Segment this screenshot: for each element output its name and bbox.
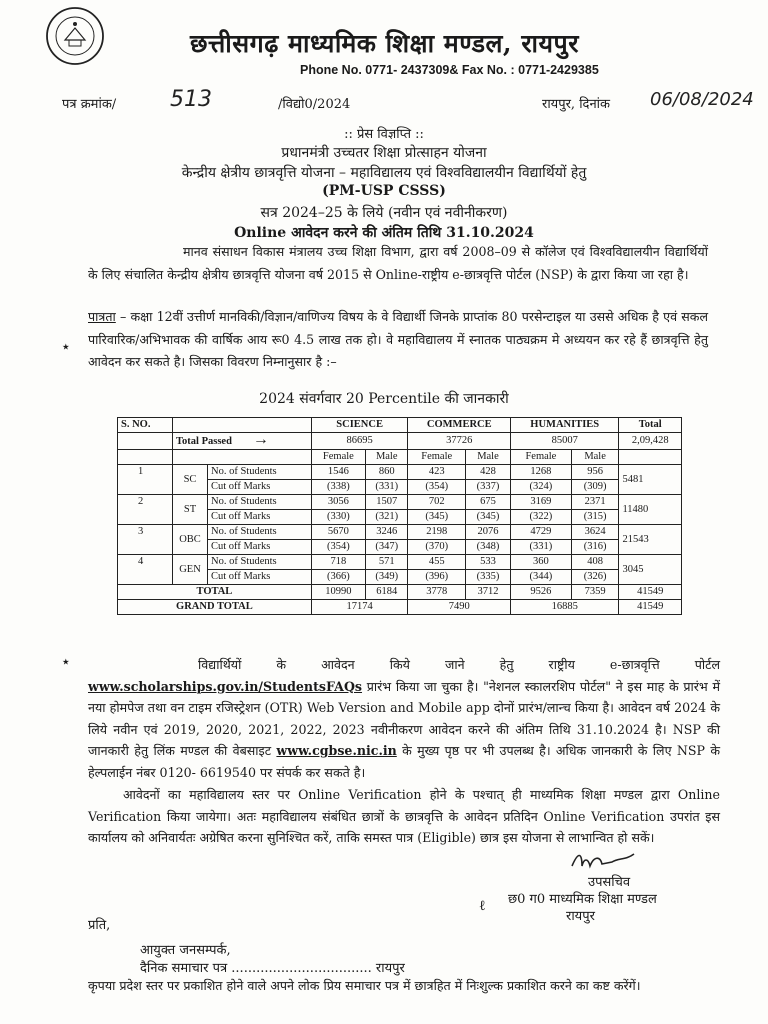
board-title: छत्तीसगढ़ माध्यमिक शिक्षा मण्डल, रायपुर bbox=[190, 29, 579, 58]
cutoff-mark: (335) bbox=[465, 570, 510, 585]
category-students-row bbox=[118, 465, 682, 480]
row-sno: 4 bbox=[118, 555, 173, 585]
table-header-row bbox=[118, 418, 682, 433]
eligibility-text: – कक्षा 12वीं उत्तीर्ण मानविकी/विज्ञान/वाणिज्य विषय के वे विद्यार्थी जिनके प्राप्तांक 80 परसेन्टाइल या उससे अधिक है एवं सकल पारिवारिक/अभिभावक की वार्षिक आय रू0 4.5 लाख तक हो। वे महाविद्यालय में स्नातक पाठ्यक्रम मे अध्ययन कर रहे हैं छात्रवृत्ति हेतु आवेदन कर सकते है। जिसका विवरण निम्नानुसार है :– bbox=[88, 309, 708, 369]
letter-date: 06/08/2024 bbox=[650, 89, 754, 110]
total-value: 7359 bbox=[571, 585, 619, 600]
cgbse-website-link[interactable]: www.cgbse.nic.in bbox=[276, 743, 397, 759]
cutoff-mark: (322) bbox=[511, 510, 572, 525]
scheme-subtitle: केन्द्रीय क्षेत्रीय छात्रवृत्ति योजना – महाविद्यालय एवं विश्वविद्यालयीन विद्यार्थियों हेतु bbox=[181, 165, 587, 181]
grand-total-value: 7490 bbox=[408, 600, 511, 615]
cutoff-mark: (370) bbox=[408, 540, 465, 555]
student-count: 4729 bbox=[511, 525, 572, 540]
stream-header: HUMANITIES bbox=[511, 418, 619, 433]
student-count: 3169 bbox=[511, 495, 572, 510]
grand-total-value: 17174 bbox=[311, 600, 408, 615]
total-value: 3712 bbox=[465, 585, 510, 600]
deadline-line: Online आवेदन करने की अंतिम तिथि 31.10.2024 bbox=[234, 225, 534, 241]
press-release-heading: :: प्रेस विज्ञप्ति :: bbox=[344, 127, 424, 142]
cutoff-mark: (315) bbox=[571, 510, 619, 525]
signatory-city: रायपुर bbox=[566, 909, 595, 924]
student-count: 2198 bbox=[408, 525, 465, 540]
cutoff-mark: (338) bbox=[311, 480, 365, 495]
total-passed-row bbox=[118, 433, 682, 450]
cutoff-mark: (326) bbox=[571, 570, 619, 585]
newspaper-line: दैनिक समाचार पत्र .................................. रायपुर bbox=[140, 961, 405, 976]
cutoff-mark: (331) bbox=[511, 540, 572, 555]
grand-total-value: 16885 bbox=[511, 600, 619, 615]
gender-row bbox=[118, 450, 682, 465]
student-count: 1268 bbox=[511, 465, 572, 480]
student-count: 718 bbox=[311, 555, 365, 570]
student-count: 3246 bbox=[365, 525, 408, 540]
eligibility-label: पात्रता bbox=[88, 309, 116, 324]
signatory-designation: उपसचिव bbox=[588, 875, 631, 890]
student-count: 3056 bbox=[311, 495, 365, 510]
letter-number-label: पत्र क्रमांक/ bbox=[62, 97, 117, 112]
cutoff-mark: (345) bbox=[465, 510, 510, 525]
student-count: 533 bbox=[465, 555, 510, 570]
verification-text: आवेदनों का महाविद्यालय स्तर पर Online Verification होने के पश्चात् ही माध्यमिक शिक्षा मण्डल द्वारा Online Verification किया जायेगा। अतः महाविद्यालय संबंधित छात्रों के छात्रवृत्ति के आवेदन प्रतिदिन Online Verification उपरांत इस कार्यालय को अनिवार्यतः अग्रेषित करना सुनिश्चित करें, ताकि समस्त पात्र (Eligible) छात्र इस योजना से लाभान्वित हो सकें। bbox=[88, 787, 720, 846]
cutoff-mark: (396) bbox=[408, 570, 465, 585]
category-students-row bbox=[118, 495, 682, 510]
verification-paragraph bbox=[88, 784, 720, 849]
student-count: 408 bbox=[571, 555, 619, 570]
student-count: 571 bbox=[365, 555, 408, 570]
student-count: 423 bbox=[408, 465, 465, 480]
scheme-name: प्रधानमंत्री उच्चतर शिक्षा प्रोत्साहन योजना bbox=[281, 145, 487, 161]
grand-total-sum: 41549 bbox=[619, 600, 682, 615]
gender-label: Male bbox=[465, 450, 510, 465]
total-value: 10990 bbox=[311, 585, 365, 600]
cutoff-mark: (321) bbox=[365, 510, 408, 525]
scheme-code: (PM-USP CSSS) bbox=[322, 183, 446, 199]
cutoff-mark: (344) bbox=[511, 570, 572, 585]
row-sno: 3 bbox=[118, 525, 173, 555]
student-count: 5670 bbox=[311, 525, 365, 540]
row-category: OBC bbox=[173, 525, 208, 555]
gender-label: Female bbox=[311, 450, 365, 465]
cutoff-mark: (337) bbox=[465, 480, 510, 495]
table-title: 2024 संवर्गवार 20 Percentile की जानकारी bbox=[259, 391, 509, 407]
cutoff-label: Cut off Marks bbox=[208, 570, 312, 585]
cutoff-mark: (349) bbox=[365, 570, 408, 585]
category-rows bbox=[118, 465, 682, 585]
cutoff-mark: (354) bbox=[311, 540, 365, 555]
cutoff-label: Cut off Marks bbox=[208, 480, 312, 495]
passed-value: 37726 bbox=[408, 433, 511, 450]
cutoff-label: Cut off Marks bbox=[208, 540, 312, 555]
row-total: 11480 bbox=[619, 495, 682, 525]
addressee: आयुक्त जनसम्पर्क, bbox=[140, 943, 231, 958]
row-total: 3045 bbox=[619, 555, 682, 585]
total-sum: 41549 bbox=[619, 585, 682, 600]
intro-text: मानव संसाधन विकास मंत्रालय उच्च शिक्षा विभाग, द्वारा वर्ष 2008–09 से कॉलेज एवं विश्वविद्यालयीन विद्यार्थियों के लिए संचालित केन्द्रीय क्षेत्रीय छात्रवृत्ति योजना वर्ष 2015 से Online-राष्ट्रीय e-छात्रवृत्ति पोर्टल (NSP) के द्वारा किया जा रहा है। bbox=[88, 244, 708, 282]
row-category: ST bbox=[173, 495, 208, 525]
cutoff-mark: (330) bbox=[311, 510, 365, 525]
scholarship-portal-link[interactable]: www.scholarships.gov.in/StudentsFAQs bbox=[88, 678, 363, 694]
student-count: 702 bbox=[408, 495, 465, 510]
row-total: 5481 bbox=[619, 465, 682, 495]
row-category: GEN bbox=[173, 555, 208, 585]
category-students-row bbox=[118, 555, 682, 570]
student-count: 1546 bbox=[311, 465, 365, 480]
students-label: No. of Students bbox=[208, 465, 312, 480]
gender-label: Male bbox=[571, 450, 619, 465]
gender-label: Female bbox=[511, 450, 572, 465]
stream-header: SCIENCE bbox=[311, 418, 408, 433]
student-count: 3624 bbox=[571, 525, 619, 540]
margin-mark-icon: ٭ bbox=[62, 339, 70, 355]
cutoff-label: Cut off Marks bbox=[208, 510, 312, 525]
row-category: SC bbox=[173, 465, 208, 495]
cutoff-mark: (345) bbox=[408, 510, 465, 525]
publication-request: कृपया प्रदेश स्तर पर प्रकाशित होने वाले अपने लोक प्रिय समाचार पत्र में छात्रहित में निःशुल्क प्रकाशित करने का कष्ट करेंगें। bbox=[88, 978, 641, 993]
student-count: 860 bbox=[365, 465, 408, 480]
margin-mark-icon: ٭ bbox=[62, 654, 70, 670]
student-count: 956 bbox=[571, 465, 619, 480]
place-date-label: रायपुर, दिनांक bbox=[542, 97, 611, 112]
student-count: 675 bbox=[465, 495, 510, 510]
total-header: Total bbox=[619, 418, 682, 433]
student-count: 360 bbox=[511, 555, 572, 570]
signature-icon bbox=[568, 848, 638, 874]
student-count: 455 bbox=[408, 555, 465, 570]
cutoff-mark: (331) bbox=[365, 480, 408, 495]
passed-sum: 2,09,428 bbox=[619, 433, 682, 450]
cutoff-mark: (348) bbox=[465, 540, 510, 555]
session-line: सत्र 2024–25 के लिये (नवीन एवं नवीनीकरण) bbox=[260, 205, 508, 221]
student-count: 2076 bbox=[465, 525, 510, 540]
students-label: No. of Students bbox=[208, 555, 312, 570]
cutoff-mark: (324) bbox=[511, 480, 572, 495]
cutoff-mark: (354) bbox=[408, 480, 465, 495]
total-value: 9526 bbox=[511, 585, 572, 600]
intro-paragraph bbox=[88, 241, 708, 286]
total-row bbox=[118, 585, 682, 600]
stream-header: COMMERCE bbox=[408, 418, 511, 433]
eligibility-paragraph bbox=[88, 306, 708, 374]
passed-value: 85007 bbox=[511, 433, 619, 450]
to-label: प्रति, bbox=[88, 918, 111, 933]
gender-label: Male bbox=[365, 450, 408, 465]
initial-mark-icon: ℓ bbox=[479, 898, 486, 914]
student-count: 428 bbox=[465, 465, 510, 480]
cutoff-mark: (309) bbox=[571, 480, 619, 495]
cutoff-mark: (316) bbox=[571, 540, 619, 555]
total-label: TOTAL bbox=[118, 585, 312, 600]
letter-number: 513 bbox=[170, 87, 212, 112]
passed-value: 86695 bbox=[311, 433, 408, 450]
total-value: 3778 bbox=[408, 585, 465, 600]
grand-total-label: GRAND TOTAL bbox=[118, 600, 312, 615]
contact-numbers: Phone No. 0771- 2437309& Fax No. : 0771-2429385 bbox=[300, 63, 599, 77]
students-label: No. of Students bbox=[208, 495, 312, 510]
percentile-table bbox=[117, 417, 682, 615]
gender-label: Female bbox=[408, 450, 465, 465]
student-count: 1507 bbox=[365, 495, 408, 510]
students-label: No. of Students bbox=[208, 525, 312, 540]
total-passed-label: Total Passed → bbox=[173, 433, 312, 450]
row-total: 21543 bbox=[619, 525, 682, 555]
row-sno: 1 bbox=[118, 465, 173, 495]
cutoff-mark: (366) bbox=[311, 570, 365, 585]
student-count: 2371 bbox=[571, 495, 619, 510]
row-sno: 2 bbox=[118, 495, 173, 525]
grand-total-row bbox=[118, 600, 682, 615]
portal-paragraph: विद्यार्थियों के आवेदन किये जाने हेतु राष्ट्रीय e-छात्रवृत्ति पोर्टल www.scholarships.gov.in/StudentsFAQs प्रारंभ किया जा चुका है। "नेशनल स्कालरशिप पोर्टल" ने इस माह के प्रारंभ में नया होमपेज तथा वन टाइम रजिस्ट्रेशन (OTR) Web Version and Mobile app दोनों प्रारंभ/लान्च किया है। आवेदन वर्ष 2024 के लिये नवीन एवं 2019, 2020, 2021, 2022, 2023 नवीनीकरण आवेदन करने की अंतिम तिथि 31.10.2024 है। NSP की जानकारी हेतु लिंक मण्डल की वेबसाइट www.cgbse.nic.in के मुख्य पृष्ठ पर भी उपलब्ध है। अधिक जानकारी के लिए NSP के हेल्पलाईन नंबर 0120- 6619540 पर संपर्क कर सकते है। bbox=[88, 657, 720, 780]
department-code: /विद्यो0/2024 bbox=[278, 97, 351, 112]
sno-header: S. NO. bbox=[118, 418, 173, 433]
cutoff-mark: (347) bbox=[365, 540, 408, 555]
total-value: 6184 bbox=[365, 585, 408, 600]
signatory-organization: छ0 ग0 माध्यमिक शिक्षा मण्डल bbox=[508, 892, 657, 907]
category-students-row bbox=[118, 525, 682, 540]
arrow-icon: → bbox=[252, 431, 269, 448]
board-logo-icon bbox=[45, 6, 105, 66]
